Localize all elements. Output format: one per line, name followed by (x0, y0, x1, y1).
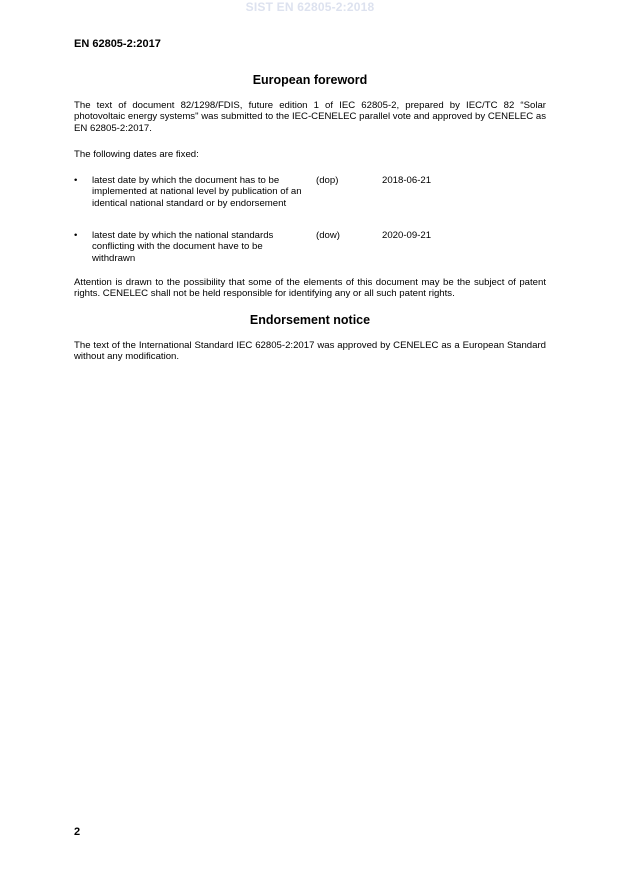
foreword-intro-paragraph: The text of document 82/1298/FDIS, future edition 1 of IEC 62805-2, prepared by IEC/TC 82 “Solar photovoltaic energy systems" was submitted to the IEC-CENELEC parallel vote and approved by CENELEC as EN 62805-2:2017. (74, 100, 546, 134)
bullet-icon: • (74, 175, 78, 186)
bullet-icon: • (74, 230, 78, 241)
foreword-title: European foreword (252, 73, 368, 87)
dates-intro-paragraph: The following dates are fixed: (74, 149, 199, 160)
document-id: EN 62805-2:2017 (74, 38, 161, 50)
watermark: SIST EN 62805-2:2018 (245, 0, 375, 14)
date-value: 2020-09-21 (382, 230, 432, 241)
endorsement-title: Endorsement notice (249, 313, 371, 327)
date-code: (dop) (316, 175, 339, 186)
patent-attention-paragraph: Attention is drawn to the possibility that some of the elements of this document may be the subject of patent rights. CENELEC shall not be held responsible for identifying any or all such patent rights. (74, 277, 546, 300)
date-value: 2018-06-21 (382, 175, 432, 186)
date-list-item-dow (74, 230, 546, 278)
date-list-item-dop (74, 175, 546, 223)
date-code: (dow) (316, 230, 340, 241)
date-description: latest date by which the national standards conflicting with the document have to be withdrawn (92, 230, 274, 264)
date-description: latest date by which the document has to be implemented at national level by publication of an identical national standard or by endorsement (92, 175, 302, 209)
page-number: 2 (74, 826, 81, 838)
endorsement-paragraph: The text of the International Standard IEC 62805-2:2017 was approved by CENELEC as a European Standard without any modification. (74, 340, 546, 363)
